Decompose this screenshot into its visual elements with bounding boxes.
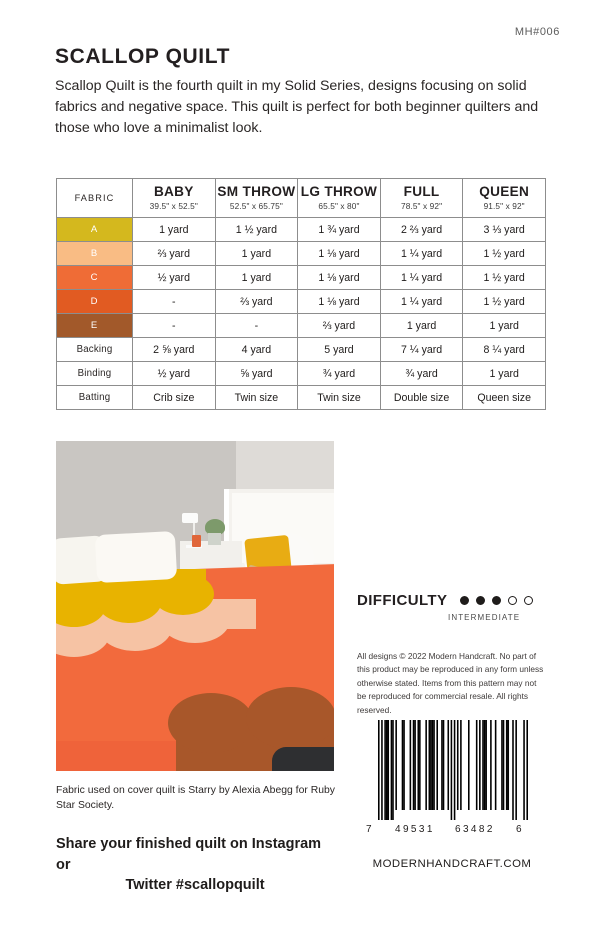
cell-e-0: - xyxy=(133,314,216,338)
sku-code: MH#006 xyxy=(514,26,560,38)
row-label-backing: Backing xyxy=(57,338,133,362)
barcode-left-digit: 7 xyxy=(366,824,372,835)
cell-c-1: 1 yard xyxy=(215,266,298,290)
cell-d-2: 1 ⅛ yard xyxy=(298,290,381,314)
cell-binding-3: ¾ yard xyxy=(380,362,463,386)
cell-binding-1: ⅝ yard xyxy=(215,362,298,386)
table-row xyxy=(57,362,546,386)
legal-text: All designs © 2022 Modern Handcraft. No part of this product may be reproduced in any form unless otherwise stated. Items from this pattern may not be reproduced for commercial resale. All rights reserved. xyxy=(357,651,544,715)
cell-d-0: - xyxy=(133,290,216,314)
cell-d-1: ⅔ yard xyxy=(215,290,298,314)
difficulty-dot xyxy=(460,596,469,605)
cell-e-3: 1 yard xyxy=(380,314,463,338)
fabric-swatch-e: E xyxy=(57,314,133,338)
cell-batting-3: Double size xyxy=(380,386,463,410)
social-line-1: Share your finished quilt on Instagram or xyxy=(56,836,322,873)
cell-batting-0: Crib size xyxy=(133,386,216,410)
cell-backing-0: 2 ⅝ yard xyxy=(133,338,216,362)
cell-e-2: ⅔ yard xyxy=(298,314,381,338)
size-column-header-queen: QUEEN 91.5" x 92" xyxy=(463,179,546,218)
cell-c-2: 1 ⅛ yard xyxy=(298,266,381,290)
cell-a-4: 3 ⅓ yard xyxy=(463,218,546,242)
cell-e-4: 1 yard xyxy=(463,314,546,338)
table-row xyxy=(57,290,546,314)
cell-a-2: 1 ¾ yard xyxy=(298,218,381,242)
quilt-brown-scallop xyxy=(168,693,254,753)
cell-c-3: 1 ¼ yard xyxy=(380,266,463,290)
cell-a-0: 1 yard xyxy=(133,218,216,242)
cell-e-1: - xyxy=(215,314,298,338)
table-header-row xyxy=(57,179,546,218)
difficulty-label: DIFFICULTY xyxy=(357,592,448,609)
barcode xyxy=(378,720,528,820)
difficulty-dot xyxy=(492,596,501,605)
cell-binding-0: ½ yard xyxy=(133,362,216,386)
bed-pillow xyxy=(95,531,177,583)
cell-binding-4: 1 yard xyxy=(463,362,546,386)
fabric-swatch-d: D xyxy=(57,290,133,314)
cell-b-0: ⅔ yard xyxy=(133,242,216,266)
row-label-binding: Binding xyxy=(57,362,133,386)
cell-backing-2: 5 yard xyxy=(298,338,381,362)
cell-a-3: 2 ⅔ yard xyxy=(380,218,463,242)
fabric-swatch-c: C xyxy=(57,266,133,290)
cell-b-4: 1 ½ yard xyxy=(463,242,546,266)
lamp-shade xyxy=(182,513,198,523)
cover-photo xyxy=(56,441,334,771)
cell-b-2: 1 ⅛ yard xyxy=(298,242,381,266)
cell-c-4: 1 ½ yard xyxy=(463,266,546,290)
intro-paragraph: Scallop Quilt is the fourth quilt in my Solid Series, designs focusing on solid fabrics and negative space. This quilt is perfect for both beginner quilters and those who love a minimalist look. xyxy=(55,78,539,136)
difficulty-dot xyxy=(476,596,485,605)
difficulty-rating xyxy=(357,592,533,609)
cell-d-3: 1 ¼ yard xyxy=(380,290,463,314)
table-row xyxy=(57,314,546,338)
difficulty-dot xyxy=(508,596,517,605)
photo-caption: Fabric used on cover quilt is Starry by Alexia Abegg for Ruby Star Society. xyxy=(56,785,335,811)
barcode-group-1: 49531 xyxy=(395,824,435,835)
table-row xyxy=(57,266,546,290)
size-column-header-baby: BABY 39.5" x 52.5" xyxy=(133,179,216,218)
fabric-requirements-table xyxy=(56,178,545,410)
barcode-right-digit: 6 xyxy=(516,824,522,835)
cell-batting-1: Twin size xyxy=(215,386,298,410)
size-column-header-full: FULL 78.5" x 92" xyxy=(380,179,463,218)
difficulty-dot xyxy=(524,596,533,605)
cell-binding-2: ¾ yard xyxy=(298,362,381,386)
page-title: SCALLOP QUILT xyxy=(55,45,231,68)
cell-backing-1: 4 yard xyxy=(215,338,298,362)
difficulty-dots xyxy=(460,596,533,605)
table-row xyxy=(57,242,546,266)
size-column-header-lg-throw: LG THROW 65.5" x 80" xyxy=(298,179,381,218)
quilt-yellow-scallop xyxy=(96,577,162,623)
cup xyxy=(192,535,201,547)
fabric-swatch-a: A xyxy=(57,218,133,242)
table-body xyxy=(57,218,546,410)
table-row xyxy=(57,218,546,242)
cell-b-3: 1 ¼ yard xyxy=(380,242,463,266)
cell-batting-2: Twin size xyxy=(298,386,381,410)
fabric-swatch-b: B xyxy=(57,242,133,266)
foreground-object xyxy=(272,747,334,771)
cell-c-0: ½ yard xyxy=(133,266,216,290)
barcode-group-2: 63482 xyxy=(455,824,495,835)
cell-backing-4: 8 ¼ yard xyxy=(463,338,546,362)
cell-a-1: 1 ½ yard xyxy=(215,218,298,242)
website-url: MODERNHANDCRAFT.COM xyxy=(372,858,532,870)
cell-d-4: 1 ½ yard xyxy=(463,290,546,314)
size-column-header-sm-throw: SM THROW 52.5" x 65.75" xyxy=(215,179,298,218)
difficulty-level: INTERMEDIATE xyxy=(448,613,521,622)
social-callout xyxy=(56,834,334,896)
table-row xyxy=(57,338,546,362)
cell-b-1: 1 yard xyxy=(215,242,298,266)
table-row xyxy=(57,386,546,410)
cell-backing-3: 7 ¼ yard xyxy=(380,338,463,362)
fabric-column-header: FABRIC xyxy=(57,179,133,218)
plant-pot xyxy=(208,533,221,545)
cell-batting-4: Queen size xyxy=(463,386,546,410)
social-line-2: Twitter #scallopquilt xyxy=(125,877,265,894)
row-label-batting: Batting xyxy=(57,386,133,410)
quilt-brown-scallop xyxy=(246,687,334,749)
quilt-lower-field xyxy=(56,741,196,771)
